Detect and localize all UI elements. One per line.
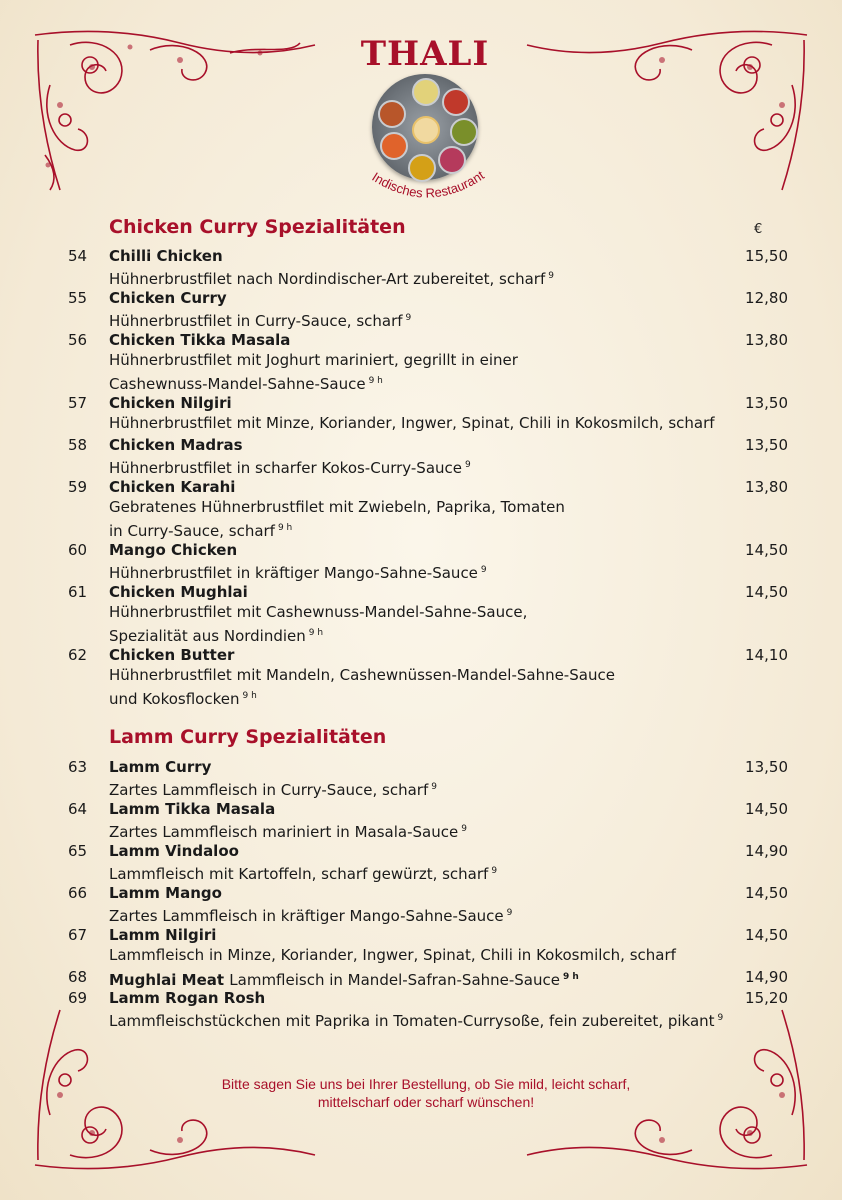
item-name-line <box>109 393 232 414</box>
description-text: und Kokosflocken <box>109 690 240 708</box>
allergen-note: 9 <box>480 565 487 575</box>
item-description <box>109 945 676 966</box>
item-description <box>109 903 512 927</box>
item-name: Chicken Tikka Masala <box>109 331 291 349</box>
item-name: Chicken Curry <box>109 289 227 307</box>
allergen-note: 9 <box>461 824 467 834</box>
item-price: 14,50 <box>745 583 788 601</box>
item-price: 14,50 <box>745 800 788 818</box>
allergen-note: 9 h <box>308 628 324 638</box>
item-name: Lamm Curry <box>109 758 212 776</box>
item-name: Chicken Nilgiri <box>109 394 232 412</box>
item-price: 13,50 <box>745 758 788 776</box>
allergen-note: 9 <box>405 313 412 323</box>
allergen-note: 9 <box>548 271 554 281</box>
item-description <box>109 413 715 434</box>
item-price: 13,80 <box>745 331 788 349</box>
item-number: 62 <box>68 646 88 664</box>
item-price: 12,80 <box>745 289 788 307</box>
spice-level-notice <box>150 1075 702 1111</box>
item-name-line <box>109 330 290 351</box>
item-number: 66 <box>68 884 88 902</box>
item-number: 60 <box>68 541 88 559</box>
description-text: Cashewnuss-Mandel-Sahne-Sauce <box>109 375 366 393</box>
item-price: 15,20 <box>745 989 788 1007</box>
section-title-chicken: Chicken Curry Spezialitäten <box>109 216 406 238</box>
item-number: 58 <box>68 436 88 454</box>
description-text: Lammfleisch in Minze, Koriander, Ingwer, Spinat, Chili in Kokosmilch, scharf <box>109 946 676 964</box>
item-name: Lamm Nilgiri <box>109 926 217 944</box>
item-description: Lammfleisch in Mandel-Safran-Sahne-Sauce <box>229 971 560 989</box>
item-name: Chicken Butter <box>109 646 235 664</box>
allergen-note: 9 <box>506 908 513 918</box>
item-name: Chicken Mughlai <box>109 583 248 601</box>
restaurant-logo <box>340 30 510 210</box>
item-number: 63 <box>68 758 88 776</box>
item-name-line <box>109 757 211 778</box>
item-name: Chicken Karahi <box>109 478 236 496</box>
item-number: 57 <box>68 394 88 412</box>
item-name-line <box>109 540 237 561</box>
item-name: Lamm Vindaloo <box>109 842 239 860</box>
item-name-line <box>109 246 223 267</box>
allergen-note: 9 <box>431 782 437 792</box>
allergen-note: 9 h <box>242 691 257 701</box>
description-text: Lammfleischstückchen mit Paprika in Tomaten-Currysoße, fein zubereitet, pikant <box>109 1012 715 1030</box>
item-price: 13,50 <box>745 436 788 454</box>
item-description <box>109 1008 723 1032</box>
item-price: 14,90 <box>745 842 788 860</box>
item-name-line <box>109 841 239 862</box>
item-name: Lamm Tikka Masala <box>109 800 276 818</box>
item-number: 56 <box>68 331 88 349</box>
item-description <box>109 777 437 801</box>
item-name: Lamm Mango <box>109 884 222 902</box>
item-price: 13,50 <box>745 394 788 412</box>
item-description <box>109 623 323 647</box>
item-price: 14,50 <box>745 541 788 559</box>
logo-subtitle-arc <box>348 158 508 218</box>
currency-label: € <box>754 222 763 237</box>
item-price: 14,50 <box>745 884 788 902</box>
item-number: 65 <box>68 842 88 860</box>
item-description <box>109 455 471 479</box>
item-number: 59 <box>68 478 88 496</box>
item-description <box>109 518 292 542</box>
allergen-note: 9 h <box>562 972 579 982</box>
item-name-line <box>109 799 275 820</box>
item-name-line <box>109 988 265 1009</box>
description-text: Hühnerbrustfilet mit Cashewnuss-Mandel-Sahne-Sauce, <box>109 603 528 621</box>
item-description <box>109 308 411 332</box>
description-text: Zartes Lammfleisch in kräftiger Mango-Sahne-Sauce <box>109 907 504 925</box>
description-text: Hühnerbrustfilet mit Minze, Koriander, Ingwer, Spinat, Chili in Kokosmilch, scharf <box>109 414 715 432</box>
item-description <box>109 350 518 371</box>
item-name-line <box>109 925 216 946</box>
description-text: Spezialität aus Nordindien <box>109 627 306 645</box>
paisley-ornament-icon <box>30 25 320 195</box>
item-name-line <box>109 645 234 666</box>
item-number: 69 <box>68 989 88 1007</box>
item-name-line <box>109 883 222 904</box>
item-price: 15,50 <box>745 247 788 265</box>
notice-line: Bitte sagen Sie uns bei Ihrer Bestellung, ob Sie mild, leicht scharf, <box>221 1076 631 1092</box>
logo-title: THALI <box>360 34 490 74</box>
item-name-line <box>109 582 248 603</box>
item-name-line <box>109 477 235 498</box>
description-text: Hühnerbrustfilet nach Nordindischer-Art zubereitet, scharf <box>109 270 546 288</box>
item-description <box>109 602 527 623</box>
item-description <box>109 497 565 518</box>
item-description <box>109 560 487 584</box>
description-text: Zartes Lammfleisch in Curry-Sauce, scharf <box>109 781 429 799</box>
item-price: 14,10 <box>745 646 788 664</box>
item-name-line <box>109 288 227 309</box>
item-price: 14,90 <box>745 968 788 986</box>
item-name-line <box>109 435 243 456</box>
item-price: 14,50 <box>745 926 788 944</box>
item-name: Mughlai Meat <box>109 971 225 989</box>
description-text: Hühnerbrustfilet in Curry-Sauce, scharf <box>109 312 403 330</box>
description-text: in Curry-Sauce, scharf <box>109 522 275 540</box>
item-number: 54 <box>68 247 88 265</box>
description-text: Zartes Lammfleisch mariniert in Masala-Sauce <box>109 823 459 841</box>
item-number: 64 <box>68 800 88 818</box>
item-number: 55 <box>68 289 88 307</box>
notice-line: mittelscharf oder scharf wünschen! <box>317 1094 535 1110</box>
item-description <box>109 861 497 885</box>
item-name: Chilli Chicken <box>109 247 223 265</box>
description-text: Hühnerbrustfilet in scharfer Kokos-Curry-Sauce <box>109 459 462 477</box>
allergen-note: 9 <box>465 460 471 470</box>
item-name: Mango Chicken <box>109 541 238 559</box>
item-description <box>109 665 615 686</box>
item-number: 67 <box>68 926 88 944</box>
description-text: Hühnerbrustfilet mit Mandeln, Cashewnüssen-Mandel-Sahne-Sauce <box>109 666 615 684</box>
item-description <box>109 819 467 843</box>
logo-subtitle: Indisches Restaurant <box>369 167 487 201</box>
item-number: 68 <box>68 968 88 986</box>
allergen-note: 9 <box>717 1013 724 1023</box>
description-text: Lammfleisch mit Kartoffeln, scharf gewürzt, scharf <box>109 865 489 883</box>
description-text: Hühnerbrustfilet mit Joghurt mariniert, gegrillt in einer <box>109 351 518 369</box>
item-description <box>109 371 383 395</box>
allergen-note: 9 h <box>277 523 293 533</box>
allergen-note: 9 h <box>368 376 383 386</box>
item-price: 13,80 <box>745 478 788 496</box>
item-name: Lamm Rogan Rosh <box>109 989 266 1007</box>
item-number: 61 <box>68 583 88 601</box>
section-title-lamm: Lamm Curry Spezialitäten <box>109 726 387 748</box>
svg-text:Indisches Restaurant <box>369 167 487 200</box>
description-text: Hühnerbrustfilet in kräftiger Mango-Sahne-Sauce <box>109 564 478 582</box>
item-description <box>109 266 554 290</box>
allergen-note: 9 <box>491 866 498 876</box>
description-text: Gebratenes Hühnerbrustfilet mit Zwiebeln, Paprika, Tomaten <box>109 498 565 516</box>
item-name: Chicken Madras <box>109 436 243 454</box>
item-description <box>109 686 257 710</box>
paisley-ornament-icon <box>522 25 812 195</box>
